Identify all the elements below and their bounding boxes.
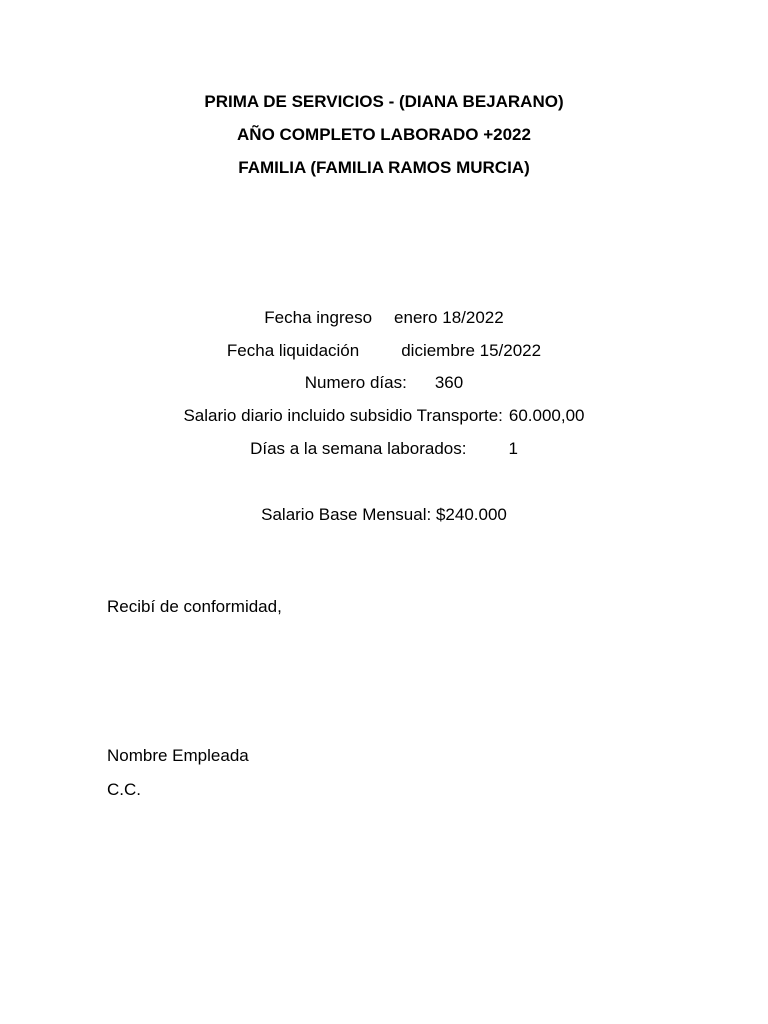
conformidad-text: Recibí de conformidad,	[107, 597, 282, 616]
fecha-liquidacion-label: Fecha liquidación	[226, 341, 360, 360]
fecha-liquidacion-row	[0, 341, 768, 361]
salario-base-label: Salario Base Mensual:	[261, 505, 432, 524]
dias-semana-label: Días a la semana laborados:	[250, 439, 467, 458]
salario-diario-label: Salario diario incluido subsidio Transporte:	[183, 406, 503, 425]
salario-base-value: $240.000	[435, 505, 507, 524]
fecha-ingreso-row	[0, 308, 768, 328]
dias-semana-value: 1	[508, 439, 518, 458]
fecha-ingreso-value: enero 18/2022	[394, 308, 504, 327]
nombre-empleada-text: Nombre Empleada	[107, 746, 249, 765]
numero-dias-label: Numero días:	[304, 373, 407, 392]
fecha-ingreso-label: Fecha ingreso	[264, 308, 373, 327]
cc-text: C.C.	[107, 780, 141, 799]
numero-dias-value: 360	[434, 373, 464, 392]
title-line-3: FAMILIA (FAMILIA RAMOS MURCIA)	[238, 158, 530, 177]
numero-dias-row	[0, 373, 768, 393]
dias-semana-row	[0, 439, 768, 459]
title-line-1: PRIMA DE SERVICIOS - (DIANA BEJARANO)	[204, 92, 564, 111]
title-line-2: AÑO COMPLETO LABORADO +2022	[237, 125, 531, 144]
fecha-liquidacion-value: diciembre 15/2022	[401, 341, 542, 360]
salario-diario-value: 60.000,00	[508, 406, 585, 425]
salario-base-row	[0, 505, 768, 525]
salario-diario-row	[0, 406, 768, 426]
